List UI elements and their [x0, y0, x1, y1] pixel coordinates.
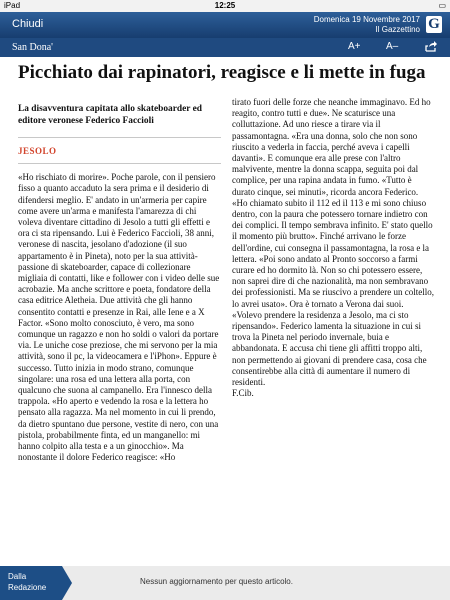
bottom-bar [0, 566, 450, 600]
divider [18, 137, 221, 138]
font-increase-button[interactable]: A+ [348, 41, 361, 52]
font-decrease-button[interactable]: A– [386, 41, 399, 52]
article-body-part-1: «Ho rischiato di morire». Poche parole, con il pensiero fisso a quanto accaduto la sera prima e il desiderio di difendersi meglio. E' andato in un'armeria per capire come avere un'arma e manifesta l'amarezza di chi voleva diventare cittadino di Jesolo a tutti gli effetti e ora ci sta ripensando. Lui è Federico Faccioli, 38 anni, veronese di nascita, jesolano d'adozione (il suo appartamento è in Pineta), noto per la sua attività-passione di skateboarder, capace di collezionare migliaia di contatti, like e follower con i video delle sue acrobazie. Ma anche scrittore e poeta, fondatore della casa editrice Aletheia. Due attività che gli hanno consentito contatti e presenze in Rai, alle Iene e a X Factor. «Sono molto conosciuto, è vero, ma sono comunque un ragazzo e non ho soldi o valori da portare via. Le uniche cose preziose, che mi servono per la mia attività, sono il pc, la videocamera e l'iPhon». Eppure è successo. Tutto inizia in modo strano, comunque singolare: una rosa ed una lettera alla porta, con qualcuno che suona al campanello. Era l'innesco della trappola. «Ho aperto e vedendo la rosa e la lettera ho pensato alla ragazza. Ma nel momento in cui li prendo, da dietro spuntano due persone, vestite di nero, con una pistola, probabilmente finta, ed un manganello: mi hanno colpito alla testa e a un ginocchio». Ma nonostante il dolore Federico reagisce: «Ho [18, 172, 220, 463]
clock: 12:25 [214, 1, 236, 10]
share-icon-graphic [425, 41, 437, 52]
from-editorial-label-2: Redazione [8, 583, 47, 592]
top-toolbar [0, 12, 450, 38]
from-editorial-button[interactable] [0, 566, 62, 600]
status-bar [0, 0, 450, 12]
article-subtitle: La disavventura capitata allo skateboarder ed editore veronese Federico Faccioli [18, 104, 202, 126]
article-column-left [18, 103, 221, 463]
share-icon[interactable] [425, 41, 437, 55]
edition-info [314, 15, 420, 35]
section-title: San Dona' [12, 42, 53, 53]
newspaper-name: Il Gazzettino [375, 25, 420, 34]
article-headline: Picchiato dai rapinatori, reagisce e li mette in fuga [18, 62, 426, 83]
gazzettino-logo-icon: G [426, 16, 442, 33]
battery-icon: ▭ [438, 1, 446, 10]
close-button[interactable]: Chiudi [12, 18, 44, 30]
divider [18, 163, 221, 164]
article-body-part-2: tirato fuori delle forze che neanche immaginavo. Ed ho reagito, contro tutti e due». Ne scaturisce una colluttazione. Ad uno riesce a tirare via il passamontagna. «Era una donna, solo che non sono riuscito a vederla in faccia, perché aveva i capelli davanti». E comunque era alle prese con l'altro malvivente, mentre la donna scappa, seguita poi dal complice, per una rapina andata in fumo. «Tutto è durato cinque, sei minuti», ricorda ancora Federico. «Ho chiamato subito il 112 ed il 113 e mi sono chiuso dentro, con la paura che potessero tornare indietro con dei complici. Il tempo sembrava infinito. E' stato quello il momento più brutto». Finché arrivano le forze dell'ordine, cui consegna il passamontagna, la rosa e la lettera. «Poi sono andato al Pronto soccorso a farmi curare ed ho dormito là. Non so chi potessero essere, non saprei dire di che nazionalità, ma non sembravano dei professionisti. Ma se riuscivo a prendere un coltello, lo avrei usato». Ora è tornato a Verona dai suoi. «Volevo prendere la residenza a Jesolo, ma ci sto ripensando». Federico lamenta la situazione in cui si trova la Pineta nel periodo invernale, buia e abbandonata. E accusa chi tiene gli affitti troppo alti, non permettendo ai giovani di prendere casa, cosa che consentirebbe alla città di aumentare il numero di residenti. [232, 97, 434, 388]
article-signature: F.Cib. [232, 388, 254, 399]
section-bar [0, 38, 450, 57]
edition-date: Domenica 19 Novembre 2017 [313, 15, 420, 24]
article-column-right [232, 97, 435, 399]
update-status: Nessun aggiornamento per questo articolo. [140, 577, 293, 586]
device-label: iPad [4, 1, 21, 10]
from-editorial-label-1: Dalla [8, 572, 27, 581]
dateline-place: JESOLO [18, 146, 57, 156]
